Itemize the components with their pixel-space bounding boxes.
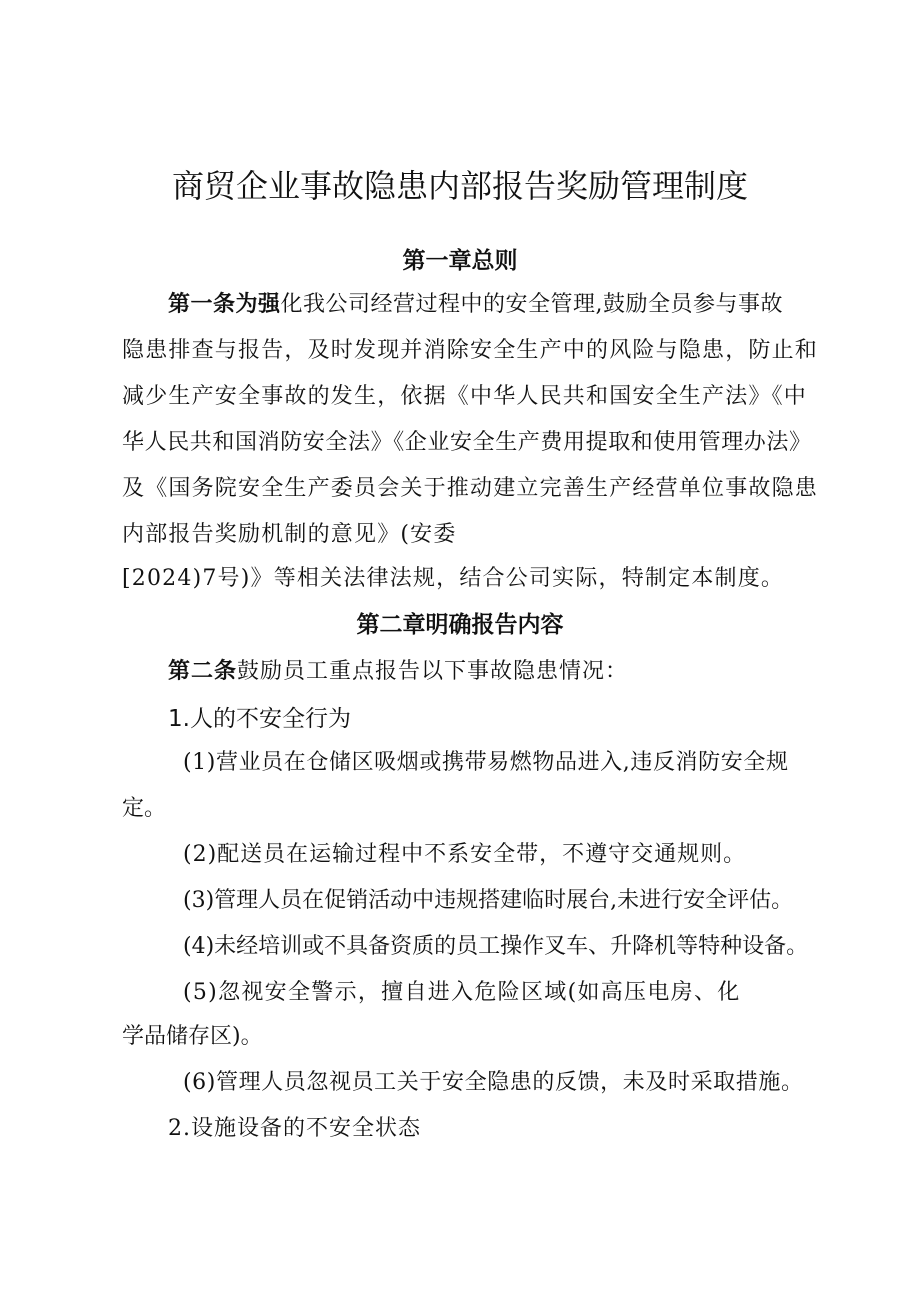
article-1-line-2: 隐患排查与报告，及时发现并消除安全生产中的风险与隐患，防止和: [122, 338, 819, 363]
article-1-line-3: 减少生产安全事故的发生，依据《中华人民共和国安全生产法》《中: [122, 384, 808, 409]
item-2: (2)配送员在运输过程中不系安全带，不遵守交通规则。: [183, 842, 747, 867]
article-1-line-4: 华人民共和国消防安全法》《企业安全生产费用提取和使用管理办法》: [122, 430, 812, 455]
section-2-heading: 2.设施设备的不安全状态: [168, 1116, 421, 1141]
article-2-line: [168, 655, 628, 689]
section-1-heading: 1.人的不安全行为: [168, 706, 351, 732]
article-1-line-1-text: 化我公司经营过程中的安全管理,鼓励全员参与事故: [280, 292, 784, 317]
document-title: 商贸企业事故隐患内部报告奖励管理制度: [171, 167, 748, 205]
chapter-1-heading: 第一章总则: [402, 248, 518, 274]
article-1-line-6: 内部报告奖励机制的意见》(安委: [122, 522, 457, 547]
article-1-line-7: [2024)7号)》等相关法律法规，结合公司实际，特制定本制度。: [122, 566, 785, 591]
article-1-line-5: 及《国务院安全生产委员会关于推动建立完善生产经营单位事故隐患: [122, 476, 819, 501]
item-5-line-1: (5)忽视安全警示，擅自进入危险区域(如高压电房、化: [183, 980, 741, 1005]
item-1-line-2: 定。: [122, 796, 167, 821]
item-3: (3)管理人员在促销活动中违规搭建临时展台,未进行安全评估。: [183, 888, 794, 913]
chapter-2-heading: 第二章明确报告内容: [356, 612, 564, 638]
item-1-line-1: (1)营业员在仓储区吸烟或携带易燃物品进入,违反消防安全规: [183, 750, 789, 775]
item-5-line-2: 学品储存区)。: [122, 1024, 263, 1049]
article-1-lead: 第一条为强: [168, 292, 281, 317]
item-6: (6)管理人员忽视员工关于安全隐患的反馈，未及时采取措施。: [183, 1070, 804, 1095]
article-1-line-1: [168, 288, 783, 322]
item-4: (4)未经培训或不具备资质的员工操作叉车、升降机等特种设备。: [183, 934, 809, 959]
article-2-text: 鼓励员工重点报告以下事故隐患情况：: [237, 659, 629, 684]
article-2-lead: 第二条: [168, 659, 238, 684]
